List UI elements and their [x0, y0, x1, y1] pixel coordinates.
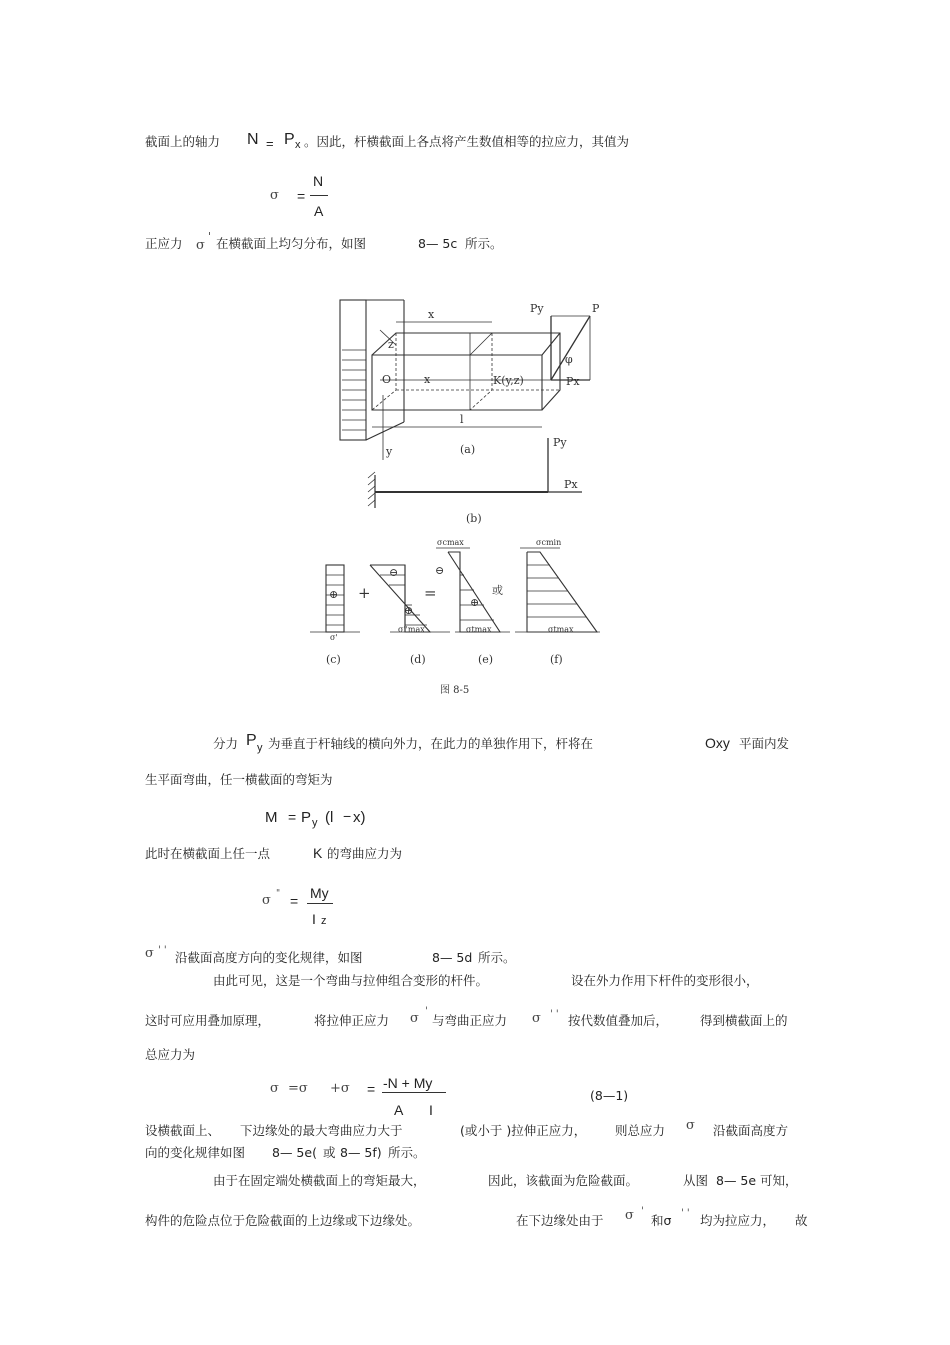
text: 设横截面上、	[145, 1123, 221, 1138]
label-sigma-cmin: σcmin	[536, 538, 562, 547]
double-prime-mark: ' '	[158, 945, 167, 956]
symbol-N: N	[247, 131, 259, 148]
equals-sign: =	[266, 136, 274, 151]
label-sigma-prime: σ'	[330, 633, 338, 642]
text: 下边缘处的最大弯曲应力大于	[240, 1123, 403, 1138]
double-prime-mark: ' '	[550, 1009, 559, 1020]
text: 。因此，杆横截面上各点将产生数值相等的拉应力，其值为	[304, 134, 630, 149]
sigma-symbol: σ	[145, 946, 154, 961]
double-prime-mark: "	[276, 889, 281, 899]
plane-label: Oxy	[705, 735, 730, 751]
text: 截面上的轴力	[145, 134, 221, 149]
label-Py: Py	[530, 302, 544, 315]
text: 将拉伸正应力	[314, 1013, 390, 1028]
figure-reference: 8— 5d	[432, 950, 473, 965]
text: 平面内发	[739, 736, 790, 751]
text: 所示。	[478, 950, 516, 965]
text: 从图	[683, 1173, 709, 1188]
text: 按代数值叠加后，	[568, 1013, 669, 1028]
text: 生平面弯曲，任一横截面的弯矩为	[145, 772, 333, 787]
label-y: y	[386, 445, 393, 458]
prime-mark: '	[425, 1006, 428, 1017]
sigma-symbol: σ	[262, 893, 271, 908]
label-l: l	[460, 413, 464, 426]
sigma-symbol: σ	[196, 238, 205, 253]
symbol-P: P	[284, 131, 295, 148]
label-sigma-max: σ''max	[398, 625, 425, 634]
figure-caption: 图 8-5	[440, 685, 470, 696]
subscript-x: x	[295, 139, 301, 151]
label-phi: φ	[565, 353, 573, 366]
text: 的弯曲应力为	[327, 846, 403, 861]
prime-mark: '	[208, 230, 212, 243]
label-z: z	[388, 338, 394, 351]
sigma-symbol: σ	[270, 188, 279, 203]
text: 在横截面上均匀分布，如图	[216, 236, 367, 251]
text: 则总应力	[615, 1123, 666, 1138]
subscript-y: y	[257, 742, 263, 754]
caption-a: (a)	[460, 443, 476, 456]
formula-part: =σ	[288, 1081, 308, 1096]
text: 故	[795, 1213, 808, 1228]
figure-reference: 8— 5c	[418, 236, 458, 251]
fraction-numerator: N	[313, 173, 324, 189]
text: 设在外力作用下杆件的变形很小，	[571, 973, 759, 988]
double-prime-mark: ' '	[681, 1208, 690, 1219]
label-sigma-tmax-e: σtmax	[466, 625, 492, 634]
label-sigma-tmax-f: σtmax	[548, 625, 574, 634]
figure-reference: 8— 5f)	[340, 1145, 382, 1160]
text: 所示。	[388, 1145, 426, 1160]
text: 在下边缘处由于	[516, 1213, 604, 1228]
formula-part: x)	[353, 809, 366, 826]
symbol-P: P	[246, 732, 257, 749]
fraction-bar	[382, 1092, 446, 1093]
prime-mark: '	[641, 1206, 644, 1217]
fraction-numerator: My	[310, 885, 329, 901]
figure-reference: 8— 5e(	[272, 1145, 317, 1160]
label-or: 或	[492, 584, 503, 597]
text: (或小于 )拉伸正应力，	[460, 1123, 587, 1138]
text: 和σ	[651, 1213, 672, 1228]
text: 总应力为	[145, 1047, 196, 1062]
sigma-symbol: σ	[410, 1011, 419, 1026]
label-K: K(y,z)	[493, 374, 524, 387]
minus-sign: −	[343, 808, 352, 824]
text: 为垂直于杆轴线的横向外力，在此力的单独作用下，杆将在	[268, 736, 594, 751]
text: 沿截面高度方向的变化规律，如图	[175, 950, 363, 965]
subscript-z: z	[321, 915, 327, 927]
equation-number: (8—1)	[590, 1088, 629, 1103]
label-P: P	[592, 302, 600, 315]
text: 沿截面高度方	[713, 1123, 789, 1138]
text: 构件的危险点位于危险截面的上边缘或下边缘处。	[145, 1213, 421, 1228]
caption-c: (c)	[326, 653, 341, 666]
label-Py-b: Py	[553, 436, 567, 449]
text: 因此，该截面为危险截面。	[488, 1173, 639, 1188]
figure-reference: 8— 5e	[716, 1173, 757, 1188]
text: 可知，	[760, 1173, 798, 1188]
text: 由于在固定端处横截面上的弯矩最大，	[213, 1173, 426, 1188]
equals-sign: =	[288, 809, 297, 825]
fraction-denominator: I	[312, 911, 316, 927]
symbol-P: P	[301, 809, 312, 826]
text: 与弯曲正应力	[432, 1013, 508, 1028]
label-Px: Px	[566, 375, 580, 388]
text: 均为拉应力，	[700, 1213, 776, 1228]
sigma-symbol: σ	[625, 1208, 634, 1223]
text: 分力	[213, 736, 239, 751]
text: 这时可应用叠加原理，	[145, 1013, 271, 1028]
text: 由此可见，这是一个弯曲与拉伸组合变形的杆件。	[213, 973, 489, 988]
text: 此时在横截面上任一点	[145, 846, 271, 861]
formula-part: +σ	[330, 1081, 350, 1096]
sigma-symbol: σ	[686, 1118, 695, 1133]
text: 所示。	[465, 236, 503, 251]
denominator-A: A	[394, 1102, 404, 1118]
plus-circle: ⊕	[470, 596, 480, 609]
label-Px-b: Px	[564, 478, 578, 491]
equals-sign: =	[290, 893, 299, 909]
caption-f: (f)	[550, 653, 563, 666]
equals-sign: =	[367, 1081, 376, 1097]
caption-e: (e)	[478, 653, 494, 666]
text: 正应力	[145, 236, 183, 251]
label-x-dim: x	[428, 308, 435, 321]
subscript-y: y	[312, 817, 318, 829]
label-sigma-cmax: σcmax	[437, 538, 464, 547]
caption-d: (d)	[410, 653, 426, 666]
caption-b: (b)	[466, 512, 482, 525]
equals-sign: =	[297, 188, 306, 204]
fraction-bar	[307, 903, 333, 904]
plus-circle: ⊕	[404, 604, 414, 617]
text: 向的变化规律如图	[145, 1145, 246, 1160]
fraction-numerator: -N + My	[383, 1075, 433, 1091]
symbol-M: M	[265, 809, 278, 826]
text: 或	[323, 1145, 336, 1160]
text: 得到横截面上的	[700, 1013, 788, 1028]
sigma-symbol: σ	[532, 1011, 541, 1026]
minus-circle: ⊖	[435, 564, 445, 577]
label-O: O	[382, 373, 392, 386]
plus-circle: ⊕	[329, 588, 339, 601]
fraction-denominator: A	[314, 203, 324, 219]
plus-sign: +	[358, 584, 371, 602]
point-K: K	[313, 845, 323, 861]
formula-part: (l	[325, 809, 334, 826]
equals-sign: =	[424, 584, 437, 602]
label-x-axis: x	[424, 373, 431, 386]
sigma-symbol: σ	[270, 1081, 279, 1096]
minus-circle: ⊖	[389, 566, 399, 579]
denominator-I: I	[429, 1102, 433, 1118]
